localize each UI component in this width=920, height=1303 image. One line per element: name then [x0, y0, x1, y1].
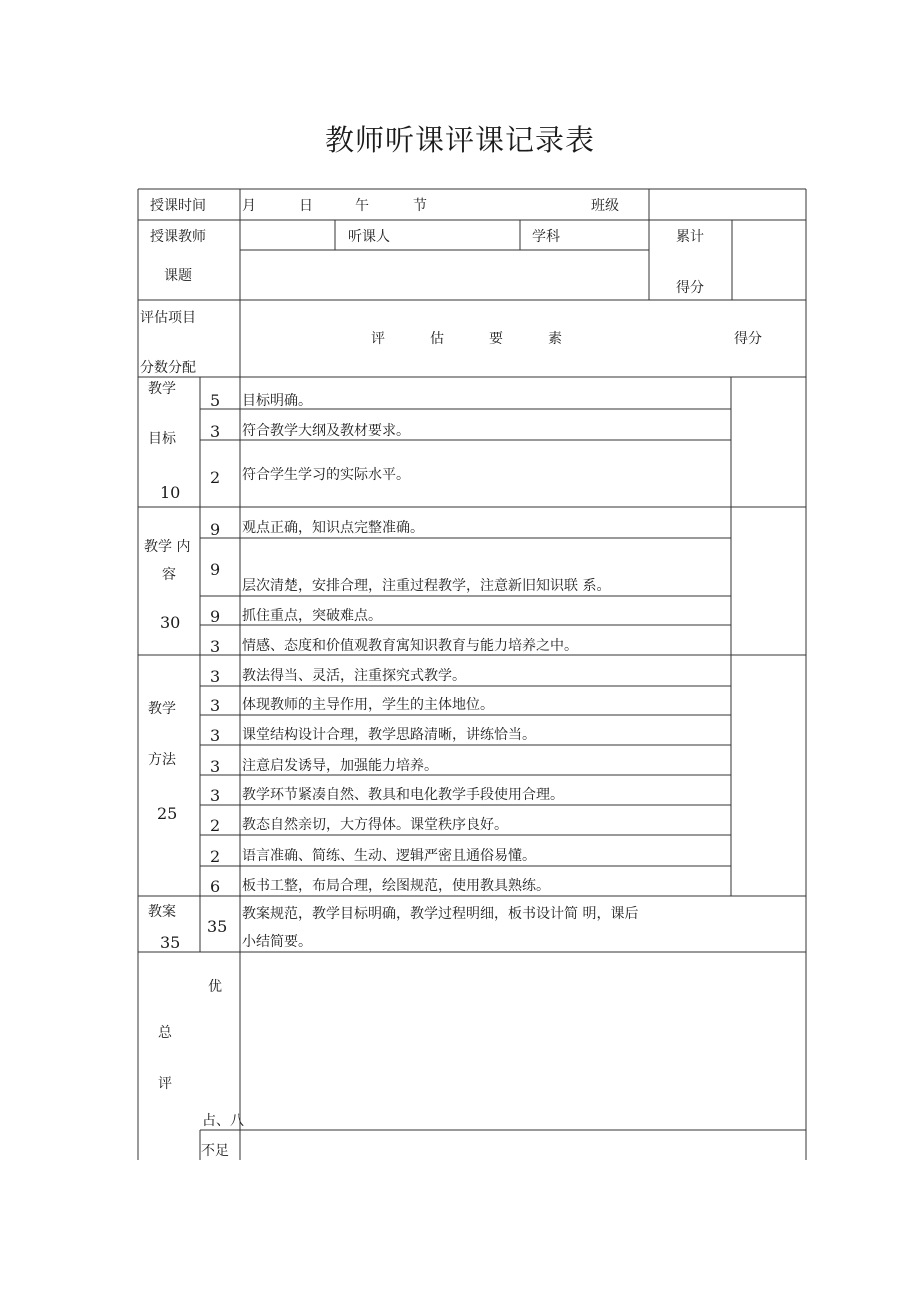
item-score: 2 — [210, 468, 221, 487]
item-criterion: 语言准确、简练、生动、逻辑严密且通俗易懂。 — [242, 848, 536, 864]
item-criterion: 符合学生学习的实际水平。 — [242, 467, 410, 483]
item-score: 3 — [210, 786, 221, 805]
summary-label-1: 总 — [158, 1025, 172, 1041]
item-criterion: 注意启发诱导，加强能力培养。 — [242, 758, 438, 774]
item-criterion: 体现教师的主导作用，学生的主体地位。 — [242, 697, 494, 713]
section-goal-score-cell[interactable] — [732, 378, 805, 506]
section-content-name-2: 容 — [162, 567, 176, 583]
subject-value-cell[interactable] — [521, 221, 648, 249]
item-score: 3 — [210, 726, 221, 745]
label-day: 日 — [299, 198, 313, 214]
item-criterion-line-1: 教案规范，教学目标明确，教学过程明细，板书设计简 明，课后 — [242, 906, 639, 922]
page-title: 教师听课评课记录表 — [324, 123, 595, 157]
item-criterion: 观点正确，知识点完整准确。 — [242, 520, 424, 536]
summary-label-2: 评 — [158, 1076, 172, 1092]
section-content-name-1: 教学 内 — [144, 539, 191, 555]
item-score: 3 — [210, 422, 221, 441]
label-score: 得分 — [734, 331, 762, 347]
label-eval-item: 评估项目 — [140, 310, 196, 326]
label-listener: 听课人 — [348, 229, 390, 245]
label-month: 月 — [242, 198, 256, 214]
summary-merits-cell[interactable] — [241, 953, 805, 1129]
teacher-value-cell[interactable] — [241, 221, 334, 249]
label-teacher: 授课教师 — [150, 229, 206, 245]
item-score: 3 — [210, 757, 221, 776]
label-class: 班级 — [591, 198, 619, 214]
item-criterion-line-2: 小结简要。 — [242, 934, 312, 950]
item-score: 35 — [207, 917, 228, 936]
label-total-1: 累计 — [676, 229, 704, 245]
item-score: 2 — [210, 816, 221, 835]
label-lesson-time: 授课时间 — [150, 198, 206, 214]
section-method-score-cell[interactable] — [732, 656, 805, 895]
item-score: 5 — [210, 391, 221, 410]
topic-value-cell[interactable] — [241, 251, 648, 299]
item-score: 9 — [210, 520, 221, 539]
total-score-cell[interactable] — [733, 221, 805, 299]
summary-merit-label-2: 占、八 — [202, 1113, 244, 1129]
section-goal-name-2: 目标 — [148, 431, 176, 447]
item-criterion: 板书工整，布局合理，绘图规范，使用教具熟练。 — [242, 878, 550, 894]
label-elements-1: 评 — [371, 331, 385, 347]
summary-shortcoming-cell[interactable] — [241, 1131, 805, 1160]
label-total-2: 得分 — [676, 280, 704, 296]
section-goal-total: 10 — [160, 483, 181, 502]
section-plan-name-1: 教案 — [148, 904, 176, 920]
section-method-name-1: 教学 — [148, 701, 176, 717]
item-score: 3 — [210, 696, 221, 715]
item-criterion: 抓住重点，突破难点。 — [242, 608, 382, 624]
label-topic: 课题 — [164, 268, 192, 284]
item-criterion: 层次清楚，安排合理，注重过程教学，注意新旧知识联 系。 — [242, 578, 611, 594]
item-score: 9 — [210, 607, 221, 626]
item-criterion: 符合教学大纲及教材要求。 — [242, 423, 410, 439]
item-criterion: 教态自然亲切，大方得体。课堂秩序良好。 — [242, 817, 508, 833]
section-method-name-2: 方法 — [148, 752, 176, 768]
section-plan-total: 35 — [160, 933, 181, 952]
summary-shortcoming-label: 不足 — [201, 1143, 229, 1159]
label-elements-4: 素 — [548, 331, 562, 347]
class-value-cell[interactable] — [650, 190, 805, 219]
label-elements-2: 估 — [430, 331, 444, 347]
item-score: 9 — [210, 560, 221, 579]
item-score: 6 — [210, 877, 221, 896]
section-content-total: 30 — [160, 613, 181, 632]
item-score: 2 — [210, 847, 221, 866]
label-score-alloc: 分数分配 — [140, 360, 196, 376]
item-criterion: 教学环节紧凑自然、教具和电化教学手段使用合理。 — [242, 787, 564, 803]
label-elements-3: 要 — [489, 331, 503, 347]
item-criterion: 情感、态度和价值观教育寓知识教育与能力培养之中。 — [242, 638, 578, 654]
listener-value-cell[interactable] — [336, 221, 519, 249]
section-goal-name-1: 教学 — [148, 381, 176, 397]
section-method-total: 25 — [157, 804, 178, 823]
item-score: 3 — [210, 667, 221, 686]
section-content-score-cell[interactable] — [732, 508, 805, 654]
label-subject: 学科 — [532, 229, 560, 245]
item-criterion: 课堂结构设计合理，教学思路清晰，讲练恰当。 — [242, 727, 536, 743]
label-noon: 午 — [355, 198, 369, 214]
summary-merit-label-1: 优 — [208, 979, 222, 995]
item-score: 3 — [210, 637, 221, 656]
item-criterion: 教法得当、灵活，注重探究式教学。 — [242, 668, 466, 684]
label-period: 节 — [413, 198, 427, 214]
item-criterion: 目标明确。 — [242, 393, 312, 409]
